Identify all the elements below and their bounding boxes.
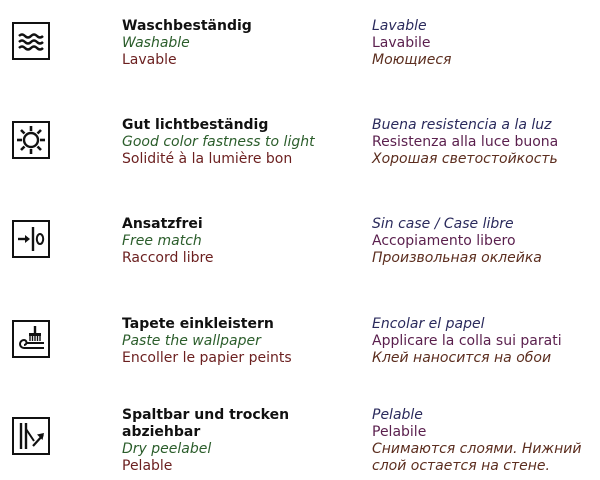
russian-label: Произвольная оклейка: [372, 250, 542, 266]
french-label: Lavable: [122, 52, 177, 68]
light-fastness-sun-icon: [12, 121, 50, 159]
labels-light-fastness-right: [372, 117, 597, 168]
labels-free-match-left: [122, 216, 362, 267]
spanish-label: Buena resistencia a la luz: [372, 117, 552, 133]
spanish-label: Lavable: [372, 18, 427, 34]
spanish-label: Pelable: [372, 407, 423, 423]
german-label: Tapete einkleistern: [122, 316, 274, 332]
german-label: Gut lichtbeständig: [122, 117, 269, 133]
english-label: Paste the wallpaper: [122, 333, 261, 349]
italian-label: Accopiamento libero: [372, 233, 516, 249]
labels-dry-peelable-right: [372, 407, 597, 475]
russian-label: Клей наносится на обои: [372, 350, 552, 366]
spanish-label: Sin case / Case libre: [372, 216, 514, 232]
russian-label: Хорошая светостойкость: [372, 151, 558, 167]
english-label: Dry peelabel: [122, 441, 212, 457]
paste-wallpaper-icon: [12, 320, 50, 358]
french-label: Pelable: [122, 458, 173, 474]
labels-paste-wallpaper-right: [372, 316, 597, 367]
french-label: Raccord libre: [122, 250, 214, 266]
english-label: Free match: [122, 233, 202, 249]
italian-label: Resistenza alla luce buona: [372, 134, 559, 150]
french-label: Encoller le papier peints: [122, 350, 292, 366]
german-label: Spaltbar und trocken: [122, 407, 290, 423]
free-match-icon: [12, 220, 50, 258]
labels-light-fastness-left: [122, 117, 362, 168]
russian-label: Снимаются слоями. Нижний: [372, 441, 582, 457]
german-label: Ansatzfrei: [122, 216, 203, 232]
labels-washable-right: [372, 18, 597, 69]
russian-label: Моющиеся: [372, 52, 452, 68]
spanish-label: Encolar el papel: [372, 316, 485, 332]
labels-washable-left: [122, 18, 362, 69]
labels-paste-wallpaper-left: [122, 316, 362, 367]
italian-label: Pelabile: [372, 424, 427, 440]
dry-peelable-icon: [12, 417, 50, 455]
italian-label: Lavabile: [372, 35, 431, 51]
english-label: Washable: [122, 35, 190, 51]
english-label: Good color fastness to light: [122, 134, 315, 150]
french-label: Solidité à la lumière bon: [122, 151, 293, 167]
russian-label-continued: слой остается на стене.: [372, 458, 550, 474]
labels-free-match-right: [372, 216, 597, 267]
washable-icon: [12, 22, 50, 60]
italian-label: Applicare la colla sui parati: [372, 333, 562, 349]
labels-dry-peelable-left: [122, 407, 362, 475]
german-label-continued: abziehbar: [122, 424, 201, 440]
german-label: Waschbeständig: [122, 18, 252, 34]
